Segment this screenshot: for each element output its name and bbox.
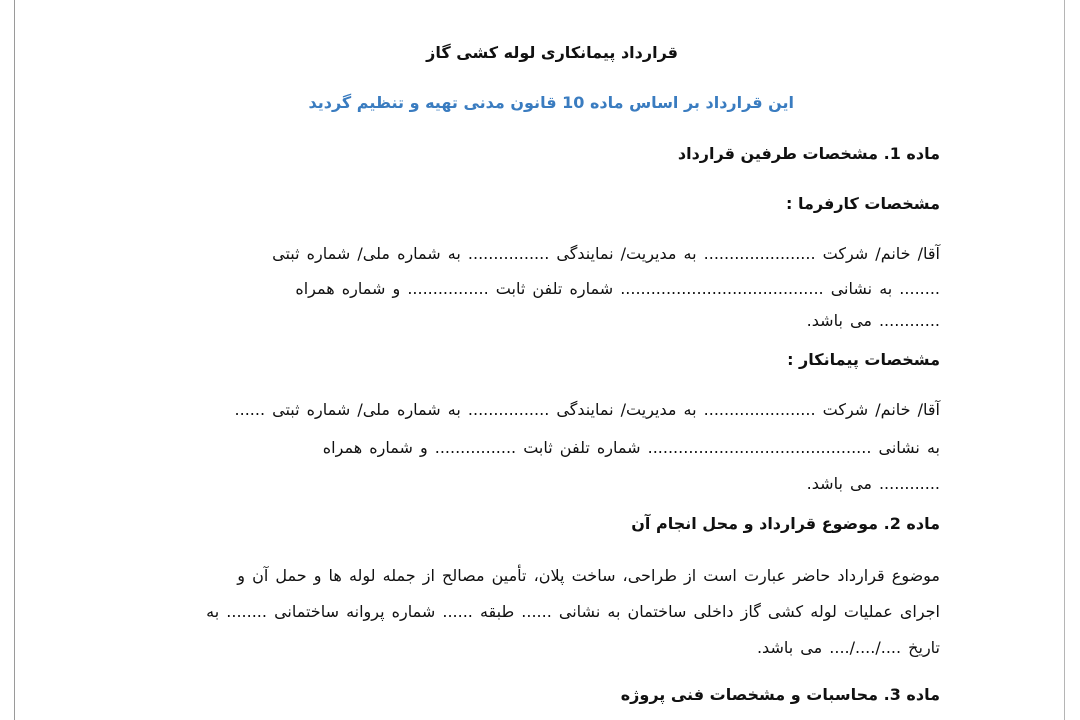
article-2-line-1: موضوع قرارداد حاضر عبارت است از طراحی، ساخت پلان، تأمین مصالح از جمله لوله ها و حمل آن و (237, 566, 940, 585)
document-page (15, 0, 1064, 720)
contractor-line-3: ............ می باشد. (806, 474, 940, 493)
article-1-heading: ماده 1. مشخصات طرفین قرارداد (677, 144, 940, 163)
contractor-line-2: به نشانی ............................................ شماره تلفن ثابت ................ و شماره همراه (322, 438, 940, 457)
employer-heading: مشخصات کارفرما : (786, 194, 940, 213)
article-2-heading: ماده 2. موضوع قرارداد و محل انجام آن (631, 514, 940, 533)
page-right-edge (1064, 0, 1065, 720)
article-3-heading: ماده 3. محاسبات و مشخصات فنی پروژه (620, 685, 940, 704)
employer-line-3: ............ می باشد. (806, 311, 940, 330)
article-2-line-2: اجرای عملیات لوله کشی گاز داخلی ساختمان به نشانی ...... طبقه ...... شماره پروانه ساختمانی ........ به (206, 602, 940, 621)
article-2-line-3: تاریخ ..../..../.... می باشد. (756, 638, 940, 657)
employer-line-1: آقا/ خانم/ شرکت ...................... به مدیریت/ نمایندگی ................ به شماره ملی/ شماره ثبتی (272, 244, 940, 263)
document-title: قرارداد پیمانکاری لوله کشی گاز (426, 43, 678, 62)
contractor-line-1: آقا/ خانم/ شرکت ...................... به مدیریت/ نمایندگی ................ به شماره ملی/ شماره ثبتی ...... (234, 400, 940, 419)
document-subtitle: این قرارداد بر اساس ماده 10 قانون مدنی تهیه و تنظیم گردید (308, 93, 794, 112)
contractor-heading: مشخصات پیمانکار : (787, 350, 940, 369)
employer-line-2: ........ به نشانی ........................................ شماره تلفن ثابت ................ و شماره همراه (295, 279, 940, 298)
